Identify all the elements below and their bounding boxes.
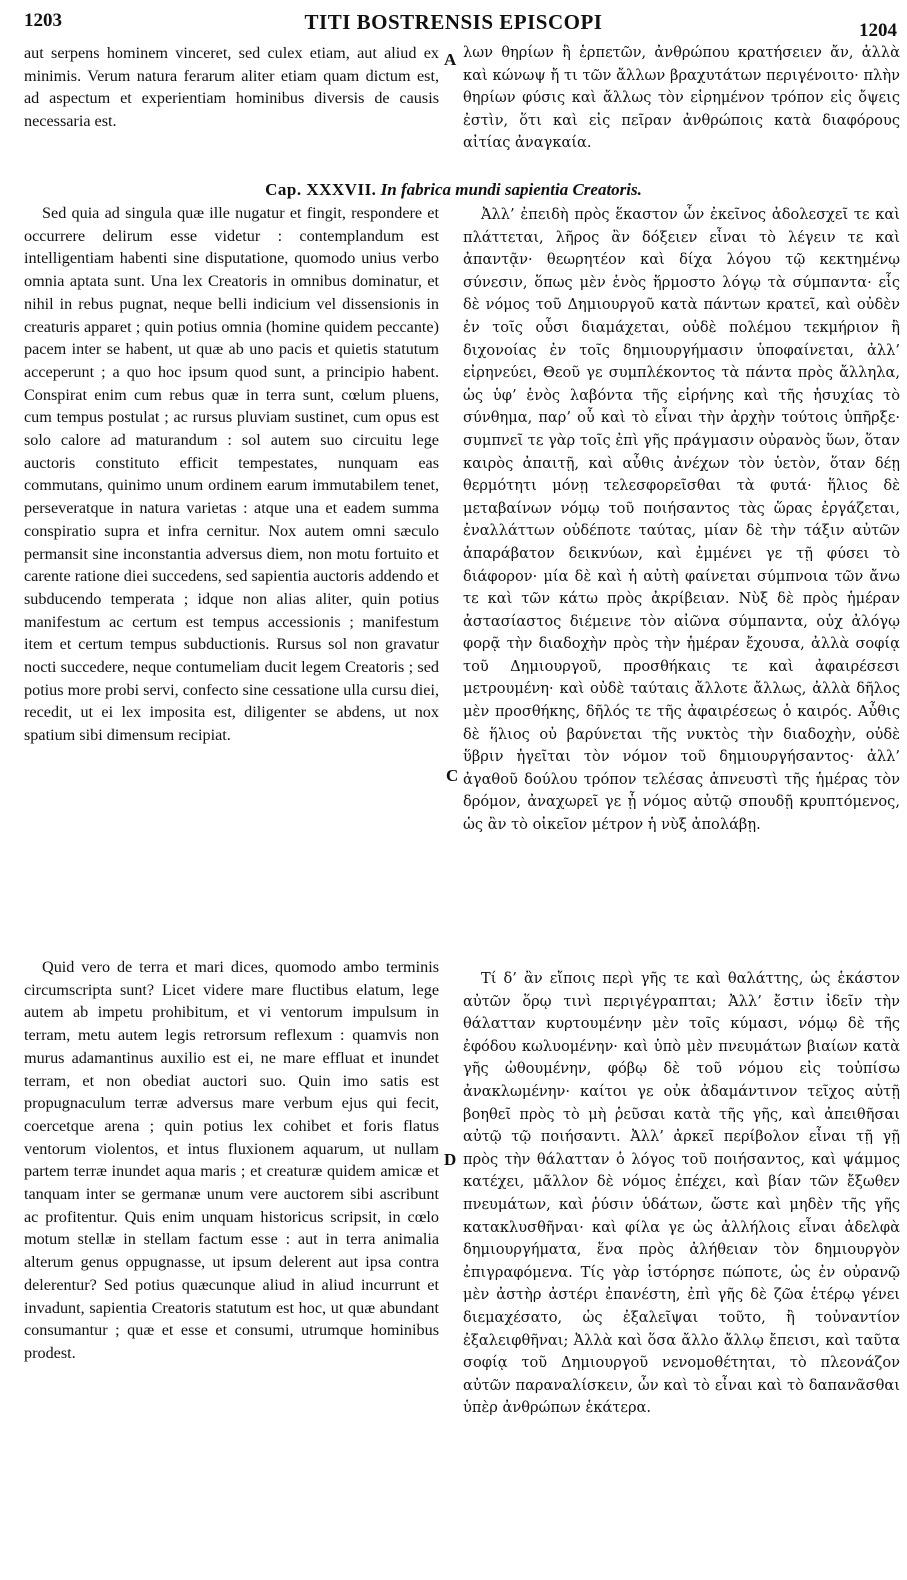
latin-column-bottom [24,956,439,1572]
page-number-left: 1203 [24,10,62,31]
latin-paragraph-1: aut serpens hominem vinceret, sed culex etiam, aut aliud ex minimis. Verum natura ferarum aliter etiam quam dictum est, ad aspectum et experientiam hominibus diversis de causis necessaria est. [24,44,439,131]
section-marker-d: D [444,1150,457,1169]
greek-column-middle [463,204,900,950]
running-title: TITI BOSTRENSIS EPISCOPI [304,10,603,34]
greek-paragraph-3: Τί δ’ ἂν εἴποις περὶ γῆς τε καὶ θαλάττης, ὡς ἑκάστον αὐτῶν ὅρῳ τινὶ περιγέγραπται; Ἀλλ’ ἔστιν ἰδεῖν τὴν θάλατταν κυρτουμένην μὲν τοῖς κύμασι, νόμῳ δὲ τῆς ἐφόδου κωλυομένην· καὶ ὑπὸ μὲν πνευμάτων βιαίων κατὰ γῆς ὠθουμένην, φόβῳ δὲ τοῦ νόμου εἰς τοὐπίσω ἀνακλωμένην· καίτοι γε οὐκ ἀδαμάντινον τεῖχος αὐτῇ βοηθεῖ πρὸς τὸ μὴ ῥεῦσαι κατὰ τῆς γῆς, καὶ ἀπειθῆσαι αὐτῷ τῷ ποιήσαντι. Ἀλλ’ ἀρκεῖ περίβολον εἶναι τῇ γῇ πρὸς τὴν θάλατταν ὁ λόγος τοῦ ποιήσαντος, καὶ ψάμμος κατέχει, μᾶλλον δὲ νόμος ἐπέχει, καὶ βίαν τῶν ἔξωθεν πνευμάτων, καὶ ῥύσιν ὑδάτων, ὥστε καὶ μηδὲν τῆς γῆς κατακλυσθῆναι· καὶ φίλα γε ὡς ἀλλήλοις εἶναι ἀδελφὰ δημιουργήματα, ἕνα πρὸς ἀλήθειαν τὸν δημιουργὸν ἐπιγραφόμενα. Τίς γὰρ ἱστόρησε πώποτε, ὡς ἐν οὐρανῷ μὲν ἀστὴρ ἀστέρι ἐπανέστη, ἐπὶ γῆς δὲ ζῶα ἑτέρῳ γένει διεμαχέσατο, ὡς ἐξαλεῖψαι τοῦτο, ἢ τοὐναντίον ἐξαλειφθῆναι; Ἀλλὰ καὶ ὅσα ἄλλο ἄλλῳ ἔπεισι, καὶ ταῦτα σοφίᾳ τοῦ Δημιουργοῦ νενομοθέτηται, τὸ πλεονάζον αὐτῶν παραναλίσκειν, ὧν καὶ τὸ εἶναι καὶ τὸ δαπανᾶσθαι ὑπὲρ ἀνθρώπων ἑκάτερα. [463,970,900,1417]
greek-paragraph-2: Ἀλλ’ ἐπειδὴ πρὸς ἕκαστον ὧν ἐκεῖνος ἀδολεσχεῖ τε καὶ πλάττεται, λῆρος ἂν δόξειεν εἶναι τὸ λέγειν τε καὶ ἀπαντᾷν· θεωρητέον καὶ δίχα λόγου τῷ κεκτημένῳ σύνεσιν, ὅπως μὲν ἑνὸς ἥρμοστο λόγῳ τὰ σύμπαντα· εἷς δὲ νόμος τοῦ Δημιουργοῦ κατὰ πάντων κρατεῖ, καὶ οὐδὲν ἐν τοῖς οὖσι διαμάχεται, οὐδὲ πολέμου τεκμήριον ἢ διχονοίας ἐν τοῖς δημιουργήμασιν ὑποφαίνεται, ἀλλ’ εἰρηνεύει, Θεοῦ γε συμπλέκοντος τὰ πάντα πρὸς ἄλληλα, ὡς ὑφ’ ἑνὸς λαβόντα τῆς εἰρήνης καὶ τῆς ἡσυχίας τὸ σύνθημα, παρ’ οὗ καὶ τὸ εἶναι τὴν ἀρχὴν τούτοις ὑπῆρξε· συμπνεῖ τε γὰρ τοῖς ἐπὶ γῆς πράγμασιν οὐρανὸς ὕων, ὅταν καιρὸς ἀπαιτῇ, καὶ αὖθις ἀνέχων τὸν ὑετὸν, ὅταν δέῃ θερμότητι μόνῃ τελεσφορεῖσθαι τὰ φυτά· ἥλιος δὲ μεταβαίνων νόμῳ τοῦ ποιήσαντος τὰς ὥρας ἐργάζεται, ἐναλλάττων οὐδέποτε ταύτας, μίαν δὲ τὴν τάξιν αὐτῶν ἀπαράβατον δεικνύων, καὶ ἐμμένει γε τῇ φύσει τὸ διάφορον· μία δὲ καὶ ἡ αὐτὴ φαίνεται σύμπνοια τῶν ἄνω τε καὶ τῶν κάτω πρὸς ἀκρίβειαν. Νὺξ δὲ πρὸς ἡμέραν ἀστασίαστος διέμεινε τὸν αἰῶνα σύμπαντα, οὐχ ἀλόγῳ φορᾷ τὴν διαδοχὴν πρὸς τὴν ἡμέραν ἔχουσα, ἀλλὰ σοφίᾳ τοῦ Δημιουργοῦ, προσθήκαις τε καὶ ἀφαιρέσεσι μετρουμένη· καὶ οὐδὲ ταύταις ἄλλοτε ἄλλως, ἀλλὰ δῆλος μὲν προσθήκης, δῆλός τε τῆς ἀφαιρέσεως ὁ καιρός. Αὖθις δὲ ἥλιος οὐ βαρύνεται τῆς νυκτὸς τὴν διαδοχὴν, οὐδὲ ὕβριν ἡγεῖται τὸν νόμον τοῦ δημιουργήσαντος· ἀλλ’ ἀγαθοῦ δούλου τρόπον τελέσας ἀπνευστὶ τῆς ἡμέρας τὸν δρόμον, ἀναχωρεῖ γε ᾗ νόμος αὐτῷ σπουδῇ κρυπτόμενος, ὡς ἂν τὸ οἰκεῖον μέτρον ἡ νὺξ ἀπολάβῃ. [463,206,900,834]
chapter-title: In fabrica mundi sapientia Creatoris. [380,180,642,199]
section-marker-c: C [446,766,459,785]
greek-column-bottom [463,968,900,1572]
latin-column-middle [24,202,439,952]
greek-paragraph-1: λων θηρίων ἢ ἑρπετῶν, ἀνθρώπου κρατήσειεν ἄν, ἀλλὰ καὶ κώνωψ ἤ τι τῶν ἄλλων βραχυτάτων περιγένοιτο· πλὴν θηρίων φύσις καὶ ἄλλως τὸν εἰρημένον τρόπον εἰς ὄψεις ἐστὶν, ὅτι καὶ εἰς πεῖραν ἀνθρώποις κατὰ διαφόρους αἰτίας ἀναγκαία. [463,44,900,152]
latin-column-top [24,42,439,134]
section-marker-a: A [444,50,457,69]
chapter-label: Cap. XXXVII. [265,180,377,199]
latin-paragraph-2: Sed quia ad singula quæ ille nugatur et fingit, respondere et occurrere delirum esse videtur : contemplandum est intelligentiam habenti sine disputatione, quomodo unius verbo omnia aptata sunt. Una lex Creatoris in omnibus dominatur, et nihil in rebus pugnat, neque belli indicium vel dissensionis in creaturis apparet ; quin potius omnia (homine quidem peccante) pacem inter se habent, ut quæ ab uno pacis et quietis statutum acceperunt ; a quo hoc ipsum quod sunt, a principio habent. Conspirat enim cum rebus quæ in terra sunt, cœlum pluens, cum tempus postulat ; ac rursus pluviam sustinet, cum opus est solo calore ad maturandum : sol autem suo circuitu lege auctoris constituto efficit tempestates, nunquam eas commutans, quinimo unum ordinem earum immutabilem tenet, perseveratque in natura varietas : atque una et eadem summa conspiratio supra et infra cernitur. Nox autem omni sæculo permansit sine inconstantia adversus diem, non motu fortuito et carente ratione diei succedens, sed sapientia auctoris addendo et subducendo temperata ; idque non alias aliter, quin potius manifestum ac certum est tempus accessionis ; manifestum item et certum tempus subductionis. Rursus sol non gravatur nocti succedere, neque contumeliam ducit legem Creatoris ; sed potius more probi servi, confecto sine cessatione ulla cursu diei, recedit, ut ei lex imposita est, diligenter se abdens, ut nox spatium sibi dimensum recipiat. [24,204,439,745]
chapter-heading [0,180,907,200]
running-header [0,8,907,41]
page-number-right: 1204 [859,20,897,41]
latin-paragraph-3: Quid vero de terra et mari dices, quomodo ambo terminis circumscripta sunt? Licet videre mare fluctibus elatum, lege autem ab impetu prohibitum, et vi ventorum impulsum in terram, metu autem legis retrorsum reflexum : quamvis non murus adamantinus auxilio est ei, ne mare effluat et inundet terram, et non obediat auctori suo. Quin imo satis est propugnaculum terræ adversus mare verbum ejus qui fecit, coercetque arena ; quin potius lex cohibet et foris flatus ventorum violentos, et intus fluxionem aquarum, ut nullam partem terræ inundet aqua maris ; et creaturæ quidem amicæ et tanquam inter se germanæ unum vere auctorem sibi ascribunt ac profitentur. Quis enim unquam historicus scripsit, in cœlo motum stellæ in stellam factum esse : aut in terra animalia alterum genus oppugnasse, ut ipsum delerent aut ipsa contra delerentur? Sed potius quæcunque aliud in aliud incurrunt et invadunt, sapientia Creatoris statutum est hoc, ut quæ abundant consumantur ; quæ et esse et consumi, utrumque hominibus prodest. [24,958,439,1362]
greek-column-top [463,42,900,178]
